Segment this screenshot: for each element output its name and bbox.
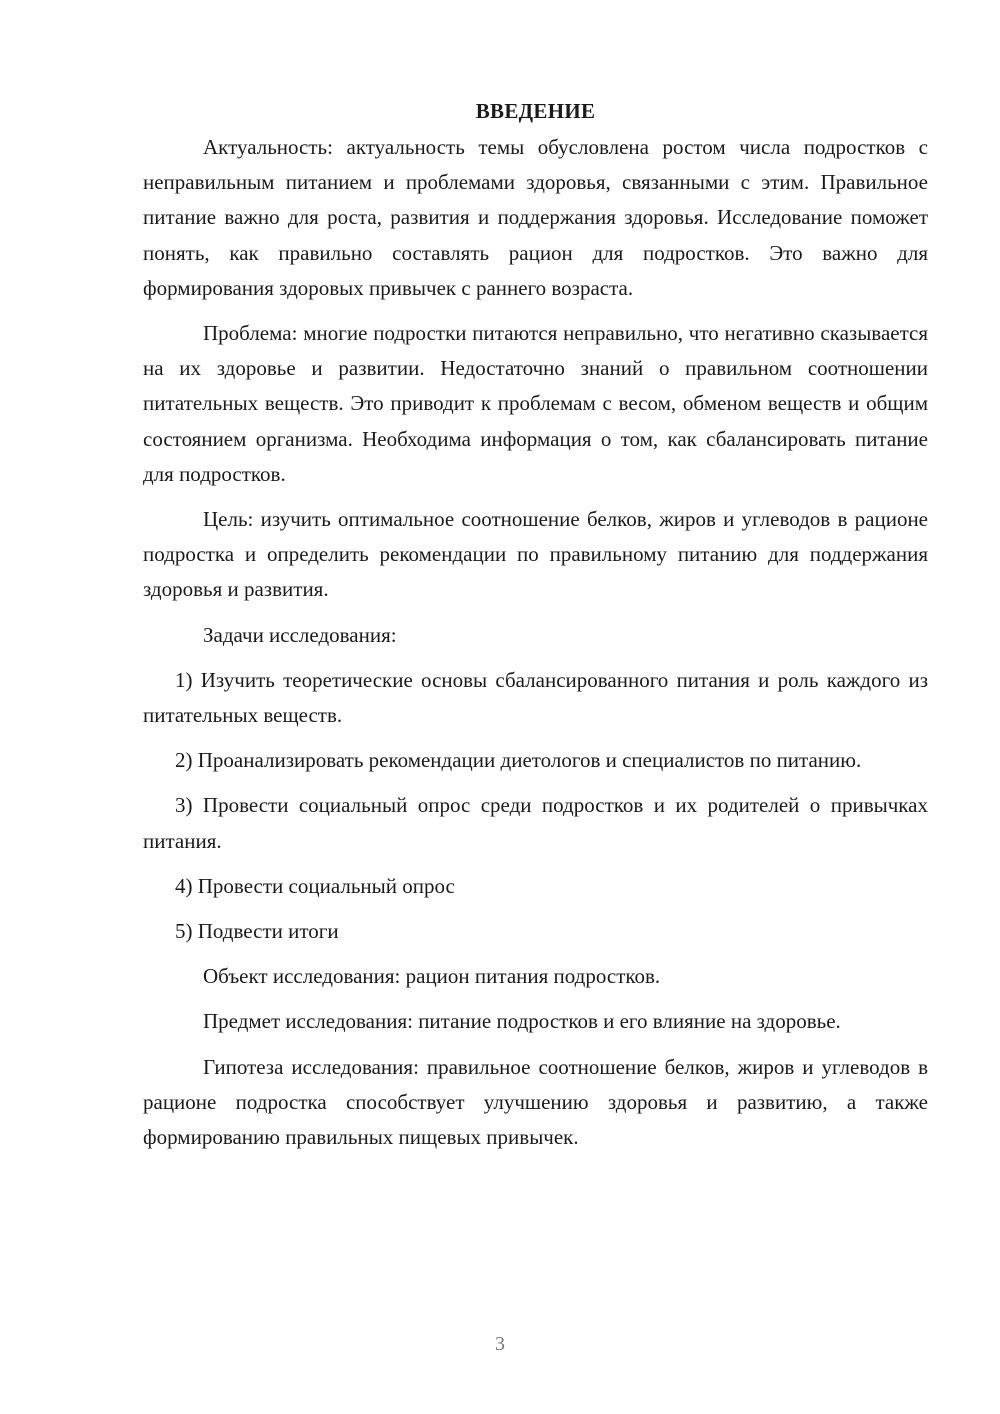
tasks-heading: Задачи исследования: bbox=[203, 622, 397, 647]
task-item-3: 3) Провести социальный опрос среди подростков и их родителей о привычках питания. bbox=[143, 793, 928, 853]
section-title: ВВЕДЕНИЕ bbox=[475, 99, 596, 123]
task-item-4: 4) Провести социальный опрос bbox=[175, 873, 455, 898]
page-number: 3 bbox=[495, 1333, 505, 1355]
task-item-1: 1) Изучить теоретические основы сбалансированного питания и роль каждого из питательных веществ. bbox=[143, 667, 928, 728]
task-item-5: 5) Подвести итоги bbox=[175, 919, 339, 944]
object-paragraph: Объект исследования: рацион питания подростков. bbox=[203, 964, 661, 989]
relevance-paragraph: Актуальность: актуальность темы обусловлена ростом числа подростков с неправильным питанием и проблемами здоровья, связанными с этим. Правильное питание важно для роста, развития и поддержания здоровья. Исследование поможет понять, как правильно составлять рацион для подростков. Это важно для формирования здоровых привычек с раннего возраста. bbox=[143, 135, 928, 300]
task-item-2: 2) Проанализировать рекомендации диетологов и специалистов по питанию. bbox=[175, 748, 862, 773]
subject-paragraph: Предмет исследования: питание подростков и его влияние на здоровье. bbox=[203, 1009, 841, 1034]
goal-paragraph: Цель: изучить оптимальное соотношение белков, жиров и углеводов в рационе подростка и определить рекомендации по правильному питанию для поддержания здоровья и развития. bbox=[143, 507, 928, 602]
hypothesis-paragraph: Гипотеза исследования: правильное соотношение белков, жиров и углеводов в рационе подростка способствует улучшению здоровья и развитию, а также формированию правильных пищевых привычек. bbox=[143, 1054, 928, 1150]
problem-paragraph: Проблема: многие подростки питаются неправильно, что негативно сказывается на их здоровье и развитии. Недостаточно знаний о правильном соотношении питательных веществ. Это приводит к проблемам с весом, обменом веществ и общим состоянием организма. Необходима информация о том, как сбалансировать питание для подростков. bbox=[143, 321, 928, 486]
document-page bbox=[143, 95, 928, 1155]
